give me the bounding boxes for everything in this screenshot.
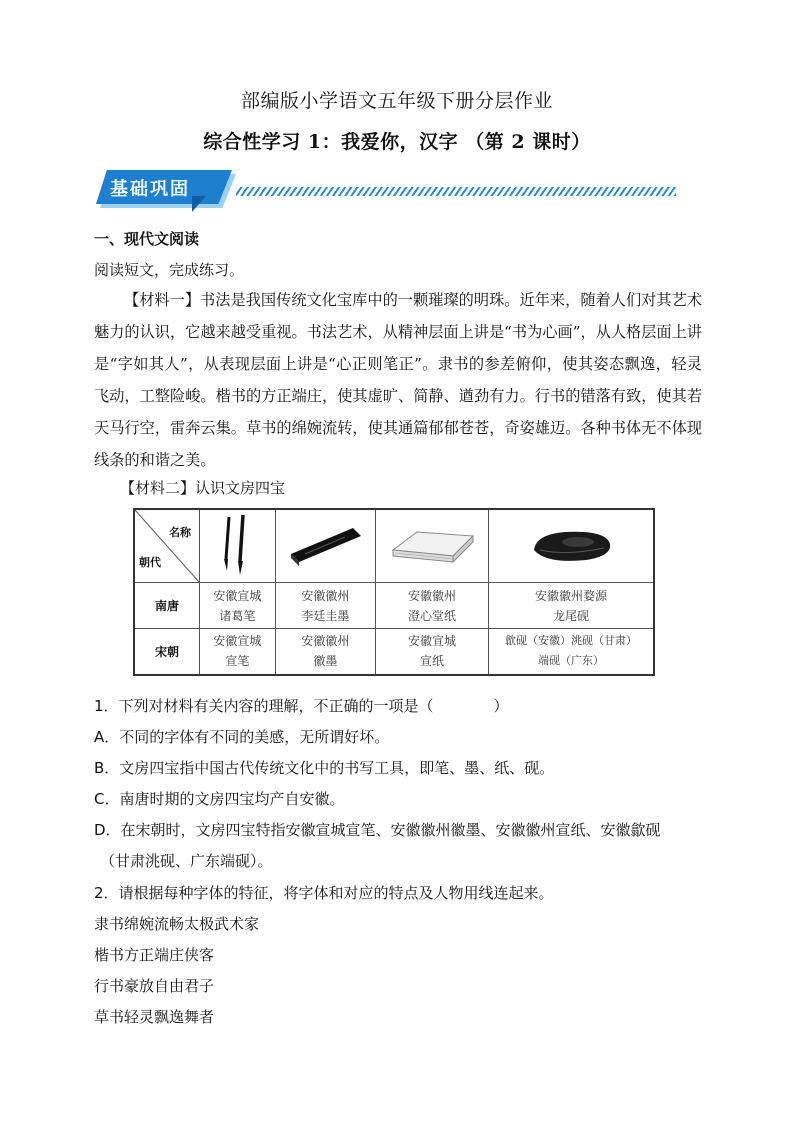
question-2: 2．请根据每种字体的特征，将字体和对应的特点及人物用线连起来。	[94, 884, 554, 902]
material-one-paragraph: 【材料一】书法是我国传统文化宝库中的一颗璀璨的明珠。近年来，随着人们对其艺术魅力的认识，它越来越受重视。书法艺术，从精神层面上讲是“书为心画”，从人格层面上讲是“字如其人”，从表现层面上讲是“心正则笔正”。隶书的参差俯仰，使其姿态飘逸，轻灵飞动，工整险峻。楷书的方正端庄，使其虚旷、简静、遒劲有力。行书的错落有致，使其若天马行空，雷奔云集。草书的绵婉流转，使其通篇郁郁苍苍，奇姿雄迈。各种书体无不体现线条的和谐之美。	[94, 291, 702, 469]
paper-stack-icon	[387, 520, 477, 570]
table-cell: 歙砚（安徽）洮砚（甘肃） 端砚（广东）	[488, 629, 654, 675]
ink-stick-cell	[275, 509, 375, 583]
table-cell: 安徽宣城 宣笔	[200, 629, 276, 675]
question-1: 1．下列对材料有关内容的理解，不正确的一项是（ ）	[94, 697, 509, 715]
option-c: C．南唐时期的文房四宝均产自安徽。	[94, 790, 345, 808]
option-a: A．不同的字体有不同的美感，无所谓好坏。	[94, 728, 390, 746]
brush-cell	[200, 509, 276, 583]
match-line-2: 楷书方正端庄侠客	[94, 946, 215, 964]
banner-stripes	[236, 187, 676, 196]
header-dynasty-label: 朝代	[139, 556, 161, 569]
option-d: D．在宋朝时，文房四宝特指安徽宣城宣笔、安徽徽州徽墨、安徽徽州宣纸、安徽歙砚	[94, 821, 661, 839]
banner-label: 基础巩固	[110, 179, 190, 200]
section-banner	[96, 170, 676, 212]
four-treasures-table	[133, 508, 655, 676]
header-name-label: 名称	[169, 526, 191, 539]
match-line-1: 隶书绵婉流畅太极武术家	[94, 915, 260, 933]
table-cell: 安徽宣城 诸葛笔	[200, 583, 276, 629]
option-d-continued: （甘肃洮砚、广东端砚）。	[100, 852, 273, 870]
paper-cell	[376, 509, 489, 583]
document-title: 部编版小学语文五年级下册分层作业	[240, 90, 553, 112]
table-cell: 安徽徽州婺源 龙尾砚	[488, 583, 654, 629]
table-cell: 安徽徽州 徽墨	[275, 629, 375, 675]
section-heading: 一、现代文阅读	[94, 230, 200, 248]
table-cell: 安徽徽州 李廷圭墨	[275, 583, 375, 629]
diagonal-line	[135, 510, 199, 582]
table-cell: 安徽徽州 澄心堂纸	[376, 583, 489, 629]
table-header-corner	[134, 509, 200, 583]
option-b: B．文房四宝指中国古代传统文化中的书写工具，即笔、墨、纸、砚。	[94, 759, 555, 777]
ink-stick-icon	[285, 520, 365, 570]
lesson-subtitle: 综合性学习 1：我爱你，汉字 （第 2 课时）	[203, 131, 591, 153]
inkstone-icon	[526, 520, 616, 570]
brush-icon	[207, 513, 267, 577]
material-two-label: 【材料二】认识文房四宝	[120, 479, 286, 497]
dynasty-cell: 南唐	[134, 583, 200, 629]
table-row	[134, 629, 654, 675]
table-row	[134, 583, 654, 629]
inkstone-cell	[488, 509, 654, 583]
match-line-4: 草书轻灵飘逸舞者	[94, 1008, 215, 1026]
table-cell: 安徽宣城 宣纸	[376, 629, 489, 675]
match-line-3: 行书豪放自由君子	[94, 977, 215, 995]
reading-instruction: 阅读短文，完成练习。	[94, 261, 245, 279]
dynasty-cell: 宋朝	[134, 629, 200, 675]
